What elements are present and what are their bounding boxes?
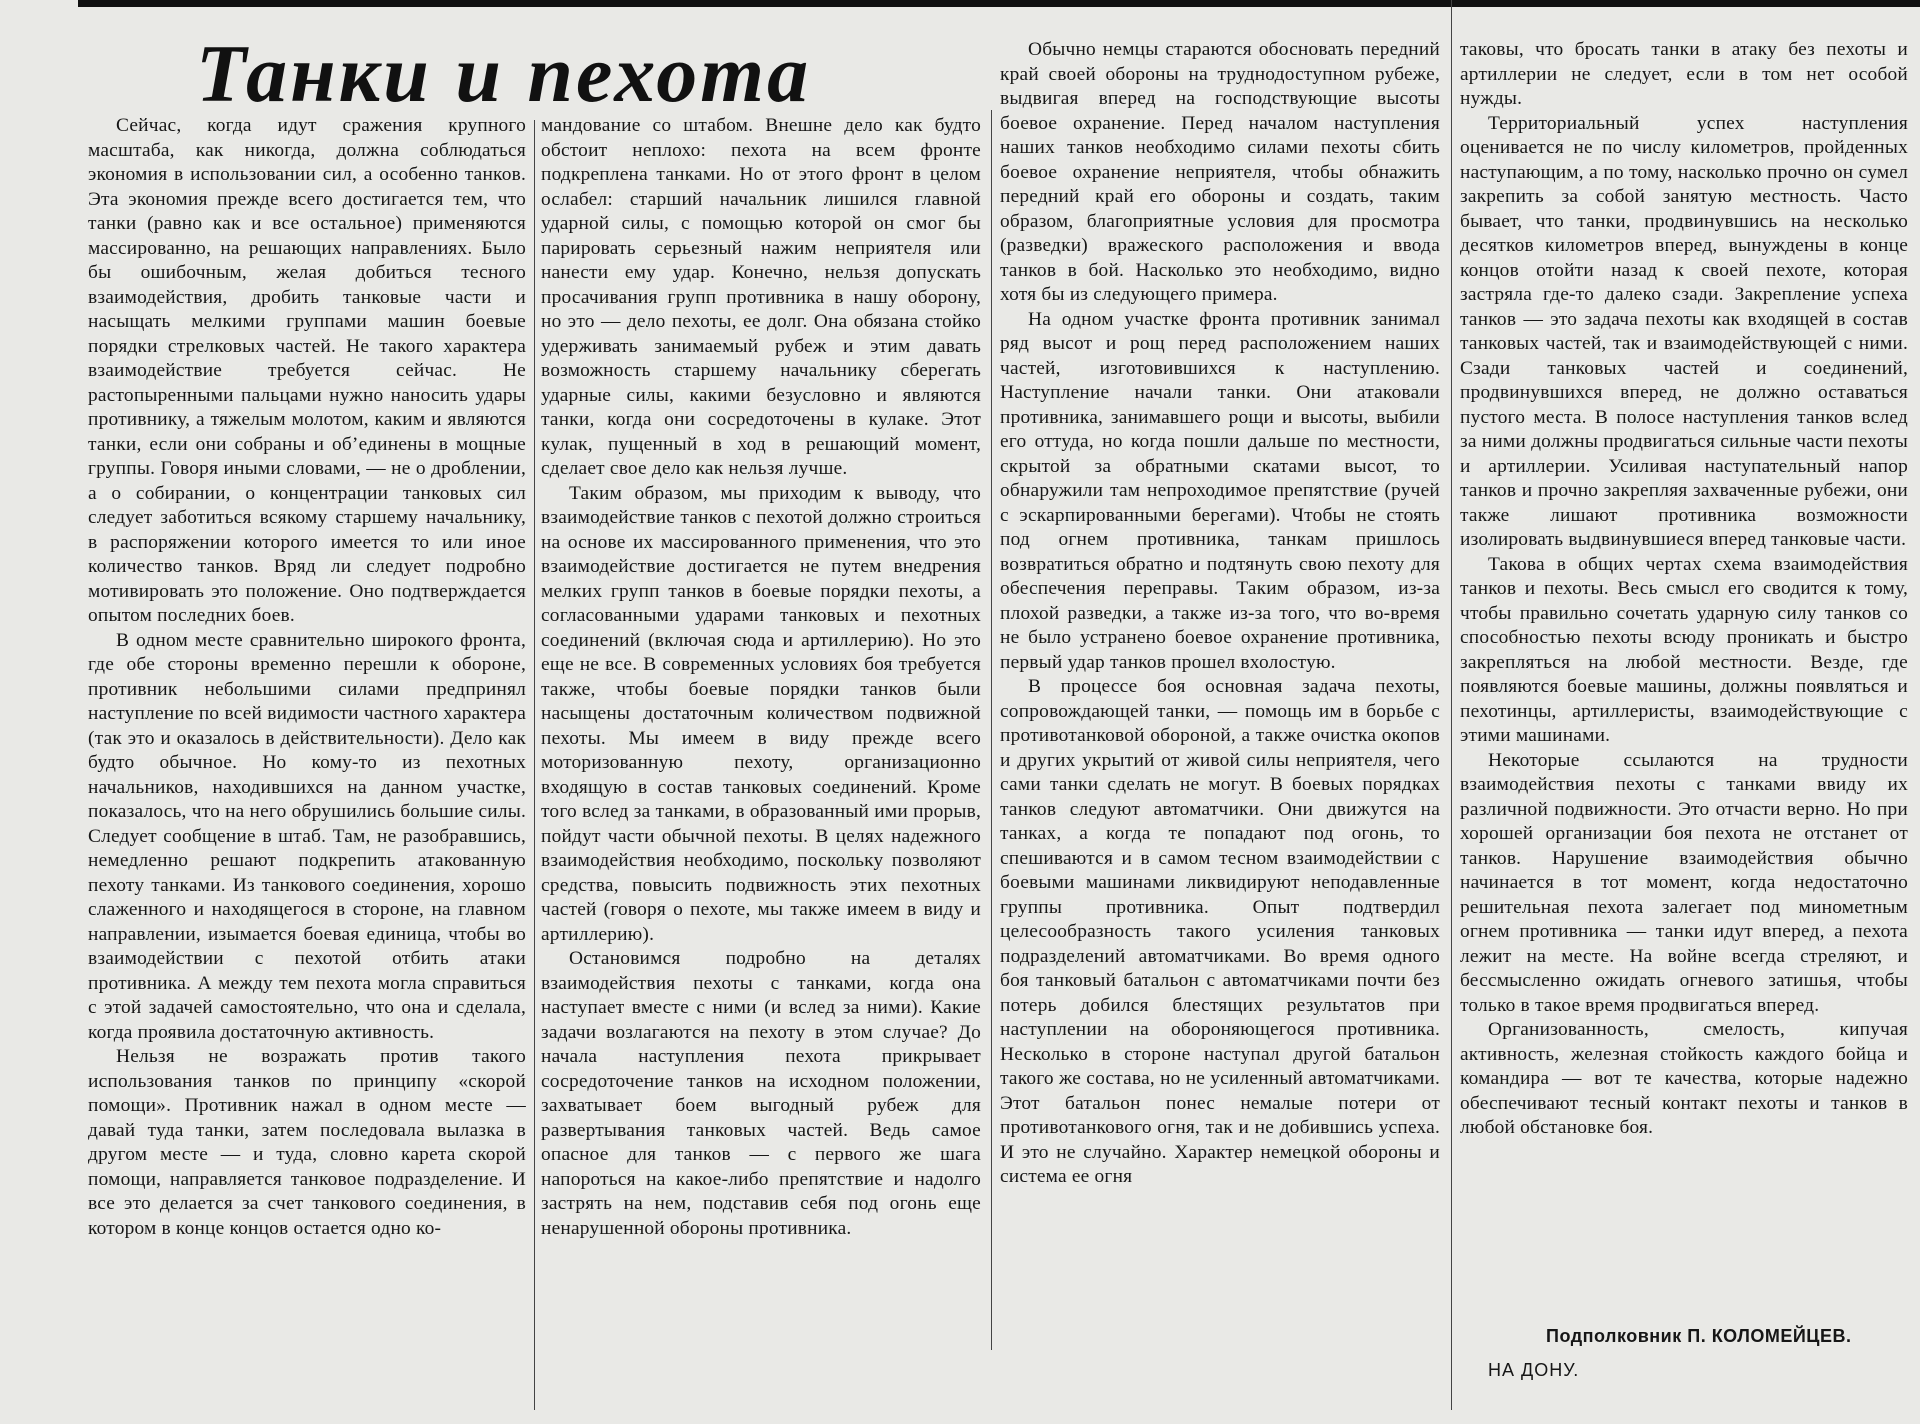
paragraph: На одном участке фронта противник занимал ряд высот и рощ перед расположением наших частей, изготовившихся к наступлению. Наступление начали танки. Они атаковали противника, занимавшего рощи и высоты, выбили его оттуда, но когда пошли дальше по местности, скрытой за обратными скатами высот, то обнаружили там непроходимое препятствие (ручей с эскарпированными берегами). Чтобы не стоять под огнем противника, танкам пришлось возвратиться обратно и подтянуть свою пехоту для обеспечения переправы. Таким образом, из-за плохой разведки, а также из-за того, что во-время не было устранено боевое охранение противника, первый удар танков прошел вхолостую. [1000,308,1440,673]
paragraph: Таким образом, мы приходим к выводу, что взаимодействие танков с пехотой должно строиться на основе их массированного применения, что это взаимодействие достигается не путем внедрения мелких групп танков в боевые порядки пехоты, а согласованными ударами танковых и пехотных соединений (включая сюда и артиллерию). Но это еще не все. В современных условиях боя требуется также, чтобы боевые порядки танков были насыщены достаточным количеством подвижной пехоты. Мы имеем в виду прежде всего моторизованную пехоту, организационно входящую в состав танковых соединений. Кроме того вслед за танками, в образованный ими прорыв, пойдут части обычной пехоты. В целях надежного взаимодействия необходимо, поскольку позволяют средства, повысить подвижность этих пехотных частей (говоря о пехоте, мы также имеем в виду и артиллерию). [541,482,981,945]
article-headline: Танки и пехота [196,28,812,119]
paragraph: Территориальный успех наступления оценивается не по числу километров, пройденных наступающим, а по тому, насколько прочно он сумел закрепить за собой занятую местность. Часто бывает, что танки, продвинувшись на несколько десятков километров вперед, вынуждены в конце концов отойти назад к своей пехоте, которая застряла где-то далеко сзади. Закрепление успеха танков — это задача пехоты как входящей в состав танковых частей, так и взаимодействующей с ними. Сзади танковых частей и соединений, продвинувшихся вперед, не должно оставаться пустого места. В полосе наступления танков вслед за ними должны продвигаться сильные части пехоты и артиллерии. Усиливая наступательный напор танков и прочно закрепляя захваченные рубежи, они также лишают противника возможности изолировать выдвинувшиеся вперед танковые части. [1460,112,1908,550]
paragraph: Такова в общих чертах схема взаимодействия танков и пехоты. Весь смысл его сводится к тому, чтобы правильно сочетать ударную силу танков со способностью пехоты всюду проникать и быстро закрепляться на любой местности. Везде, где появляются боевые машины, должны появляться и пехотинцы, артиллеристы, взаимодействующие с этими машинами. [1460,553,1908,746]
article-column-3 [1000,38,1440,1412]
column-rule [534,120,535,1410]
paragraph: Некоторые ссылаются на трудности взаимодействия пехоты с танками ввиду их различной подвижности. Это отчасти верно. Но при хорошей организации боя пехота не отстанет от танков. Нарушение взаимодействия обычно начинается в тот момент, когда недостаточно решительная пехота залегает под минометным огнем противника — танки идут вперед, а пехота лежит на месте. На войне всегда стреляют, и бессмысленно ожидать огневого затишья, чтобы только в такое время продвигаться вперед. [1460,749,1908,1016]
paragraph: Нельзя не возражать против такого использования танков по принципу «скорой помощи». Противник нажал в одном месте — давай туда танки, затем последовала вылазка в другом месте — и туда, словно карета скорой помощи, направляется танковое подразделение. И все это делается за счет танкового соединения, в котором в конце концов остается одно ко- [88,1046,526,1239]
paragraph: Остановимся подробно на деталях взаимодействия пехоты с танками, когда она наступает вместе с ними (и вслед за ними). Какие задачи возлагаются на пехоту в этом случае? До начала наступления пехота прикрывает сосредоточение танков на исходном положении, захватывает боем выгодный рубеж для развертывания танковых частей. Ведь самое опасное для танков — с первого же шага напороться на какое-либо препятствие и надолго застрять на нем, подставив себя под огонь еще ненарушенной обороны противника. [541,948,981,1239]
column-rule [1451,0,1452,1410]
paragraph: В процессе боя основная задача пехоты, сопровождающей танки, — помощь им в борьбе с противотанковой обороной, а также очистка окопов и других укрытий от живой силы неприятеля, чего сами танки сделать не могут. В боевых порядках танков следуют автоматчики. Они движутся на танках, а когда те попадают под огонь, то спешиваются и в самом тесном взаимодействии с боевыми машинами ликвидируют неподавленные группы противника. Опыт подтвердил целесообразность такого усиления танковых подразделений автоматчиками. Во время одного боя танковый батальон с автоматчиками почти без потерь добился блестящих результатов при наступлении на обороняющегося противника. Несколько в стороне наступал другой батальон такого же состава, но не усиленный автоматчиками. Этот батальон понес немалые потери от противотанкового огня, так и не добившись успеха. И это не случайно. Характер немецкой обороны и система ее огня [1000,676,1440,1187]
paragraph: мандование со штабом. Внешне дело как будто обстоит неплохо: пехота на всем фронте подкреплена танками. Но от этого фронт в целом ослабел: старший начальник лишился главной ударной силы, с помощью которой он смог бы парировать серьезный нажим неприятеля или нанести ему удар. Конечно, нельзя допускать просачивания групп противника в нашу оборону, но это — дело пехоты, ее долг. Она обязана стойко удерживать занимаемый рубеж и этим давать возможность старшему начальнику сберегать ударные силы, какими безусловно и являются танки, когда они сосредоточены в кулаке. Этот кулак, пущенный в ход в решающий момент, сделает свое дело как нельзя лучше. [541,115,981,479]
paragraph: В одном месте сравнительно широкого фронта, где обе стороны временно перешли к обороне, противник небольшими силами предпринял наступление по всей видимости частного характера (так это и оказалось в действительности). Дело как будто обычное. Но кому-то из пехотных начальников, находившихся на данном участке, показалось, что на него обрушились большие силы. Следует сообщение в штаб. Там, не разобравшись, немедленно решают подкрепить атакованную пехоту танками. Из танкового соединения, хорошо слаженного и находящегося в стороне, на главном направлении, изымается боевая единица, чтобы во взаимодействии с пехотой отбить атаки противника. А между тем пехота могла справиться с этой задачей самостоятельно, что она и сделала, когда проявила достаточную активность. [88,629,526,1043]
article-column-1 [88,114,526,1410]
paragraph: Сейчас, когда идут сражения крупного масштаба, как никогда, должна соблюдаться экономия в использовании сил, а особенно танков. Эта экономия прежде всего достигается тем, что танки (равно как и все остальное) применяются массированно, на решающих направлениях. Было бы ошибочным, желая добиться тесного взаимодействия, дробить танковые части и насыщать мелкими группами машин боевые порядки стрелковых частей. Не такого характера взаимодействие требуется сейчас. Не растопыренными пальцами нужно наносить удары противнику, а тяжелым молотом, каким и являются танки, если они собраны и об’единены в мощные группы. Говоря иными словами, — не о дроблении, а о собирании, о концентрации танковых сил следует заботиться всякому старшему начальнику, в распоряжении которого имеется то или иное количество танков. Вряд ли следует подробно мотивировать это положение. Оно подтверждается опытом последних боев. [88,115,526,626]
column-rule [991,110,992,1350]
paragraph: таковы, что бросать танки в атаку без пехоты и артиллерии не следует, если в том нет особой нужды. [1460,39,1908,109]
paragraph: Организованность, смелость, кипучая активность, железная стойкость каждого бойца и командира — вот те качества, которые надежно обеспечивают тесный контакт пехоты и танков в любой обстановке боя. [1460,1019,1908,1138]
author-signature: Подполковник П. КОЛОМЕЙЦЕВ. [1546,1326,1852,1346]
paragraph: Обычно немцы стараются обосновать передний край своей обороны на труднодоступном рубеже, выдвигая вперед на господствующие высоты боевое охранение. Перед началом наступления наших танков необходимо силами пехоты сбить боевое охранение неприятеля, чтобы обнажить передний край его обороны и создать, таким образом, благоприятные условия для просмотра (разведки) вражеского расположения и ввода танков в бой. Насколько это необходимо, видно хотя бы из следующего примера. [1000,39,1440,305]
top-rule [78,0,1920,7]
article-column-2 [541,114,981,1410]
dateline-place: НА ДОНУ. [1488,1360,1580,1380]
article-column-4 [1460,38,1908,1322]
